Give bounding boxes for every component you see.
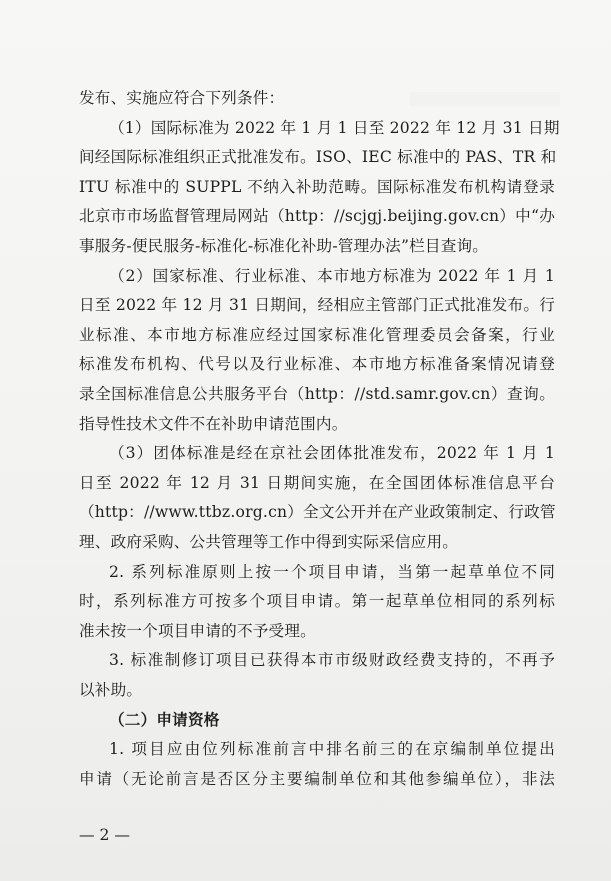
text-line: 1. 项目应由位列标准前言中排名前三的在京编制单位提出 (109, 740, 555, 759)
text-line: 事服务-便民服务-标准化-标准化补助-管理办法”栏目查询。 (79, 236, 489, 255)
text-line: 日至 2022 年 12 月 31 日期间，经相应主管部门正式批准发布。行 (79, 296, 555, 315)
text-line: 3. 标准制修订项目已获得本市市级财政经费支持的，不再予 (109, 651, 555, 670)
text-line: 日至 2022 年 12 月 31 日期间实施，在全国团体标准信息平台 (79, 473, 555, 492)
text-line: 录全国标准信息公共服务平台（http：//std.samr.gov.cn）查询。 (79, 384, 555, 403)
text-line: 发布、实施应符合下列条件： (79, 89, 285, 107)
text-line: 以补助。 (79, 680, 143, 699)
text-line: （1）国际标准为 2022 年 1 月 1 日至 2022 年 12 月 31 日期 (109, 118, 560, 137)
section-heading: （二）申请资格 (109, 710, 220, 730)
text-line: 理、政府采购、公共管理等工作中得到实际采信应用。 (79, 532, 459, 551)
text-line: 指导性技术文件不在补助申请范围内。 (79, 414, 348, 433)
text-line: 申请（无论前言是否区分主要编制单位和其他参编单位），非法 (79, 769, 555, 788)
text-line: ITU 标准中的 SUPPL 不纳入补助范畴。国际标准发布机构请登录 (79, 177, 555, 196)
text-line: （2）国家标准、行业标准、本市地方标准为 2022 年 1 月 1 (109, 266, 555, 285)
text-line: 标准发布机构、代号以及行业标准、本市地方标准备案情况请登 (79, 355, 555, 374)
text-line: 业标准、本市地方标准应经过国家标准化管理委员会备案，行业 (79, 325, 555, 344)
page-number: — 2 — (79, 826, 131, 844)
document-body (79, 84, 560, 794)
text-line: 北京市市场监督管理局网站（http：//scjgj.beijing.gov.cn）中“办 (79, 207, 555, 226)
text-line: （3）团体标准是经在京社会团体批准发布，2022 年 1 月 1 (109, 444, 555, 463)
text-line: 间经国际标准组织正式批准发布。ISO、IEC 标准中的 PAS、TR 和 (79, 148, 557, 167)
text-line: （http：//www.ttbz.org.cn）全文公开并在产业政策制定、行政管 (79, 503, 556, 522)
text-line: 2. 系列标准原则上按一个项目申请，当第一起草单位不同 (109, 562, 555, 581)
text-line: 时，系列标准方可按多个项目申请。第一起草单位相同的系列标 (79, 592, 555, 611)
text-line: 准未按一个项目申请的不予受理。 (79, 621, 316, 640)
